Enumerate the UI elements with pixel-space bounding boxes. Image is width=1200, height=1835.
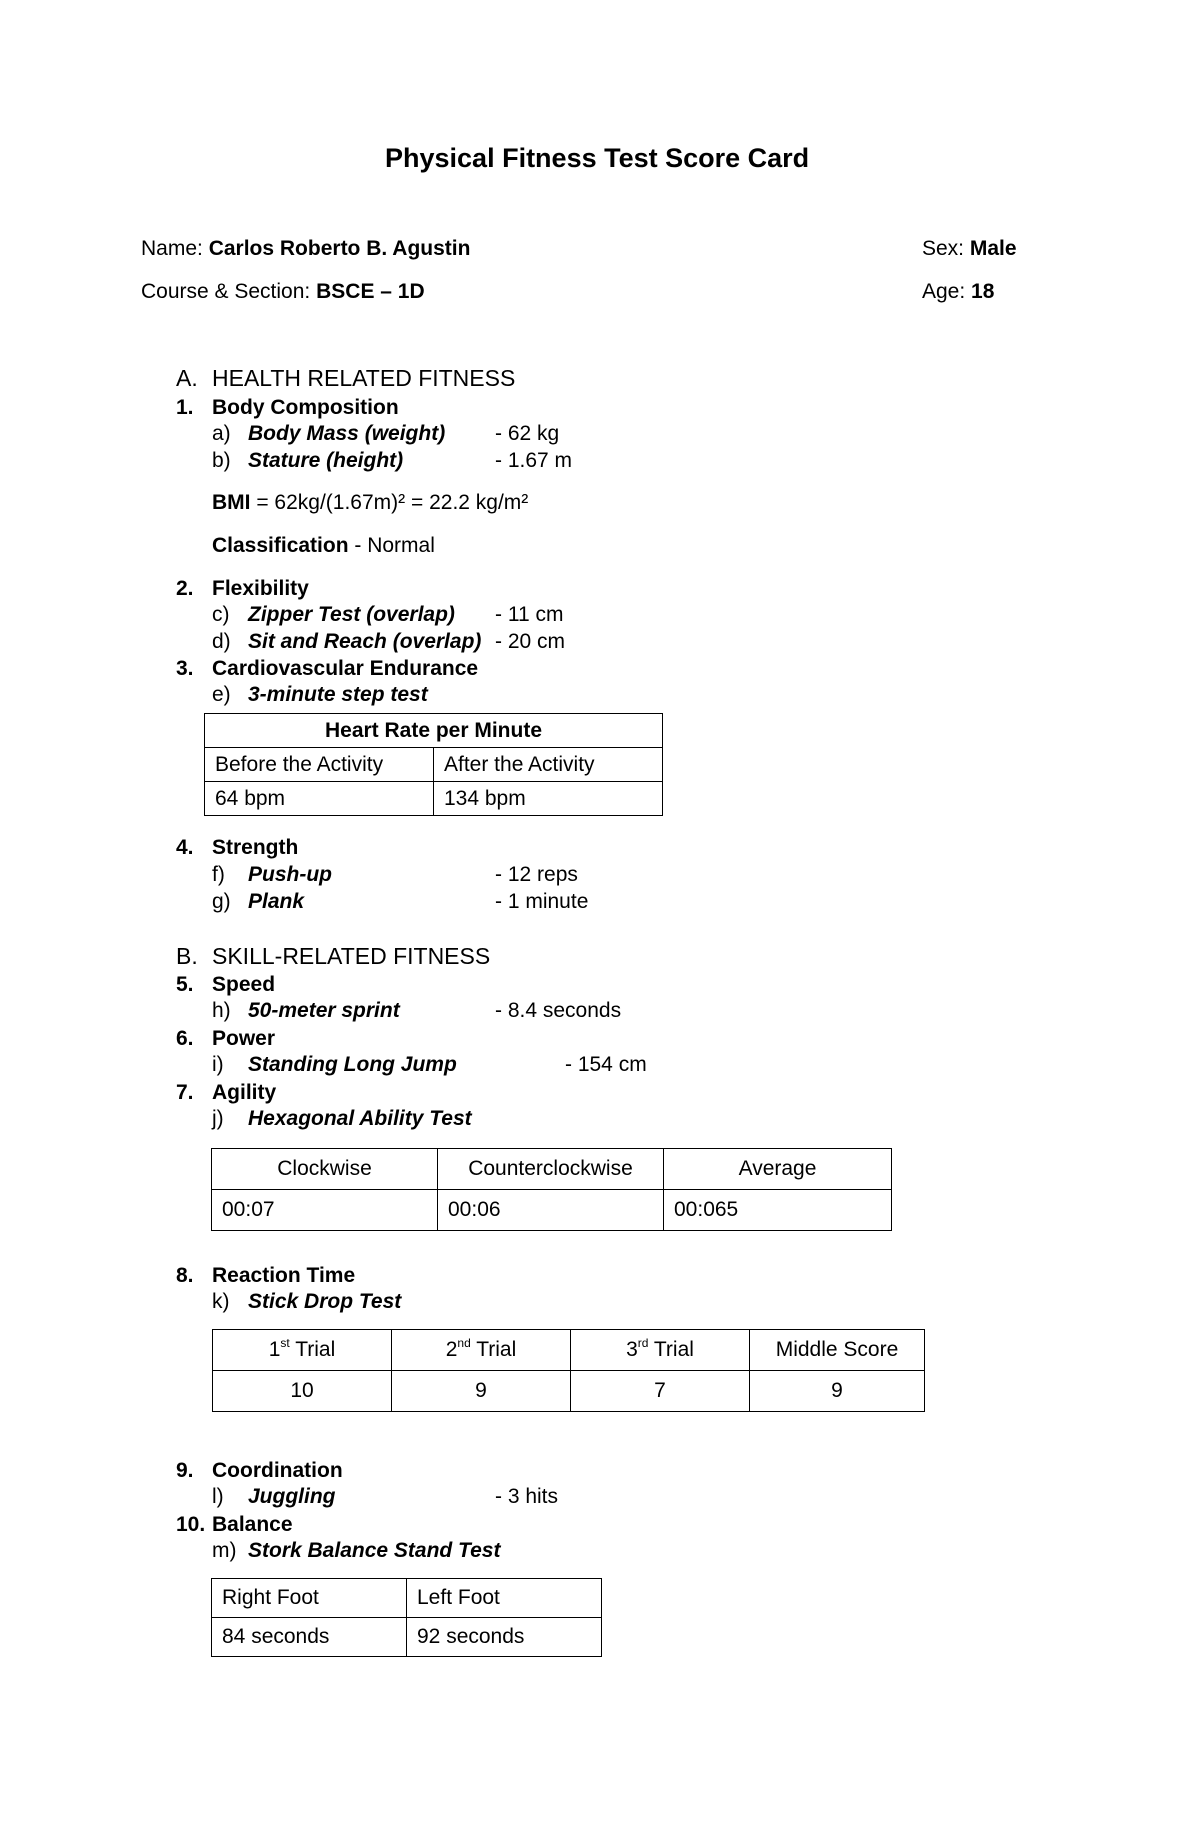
trial-1-value: 10 [213,1371,392,1412]
sub-letter: b) [212,449,231,472]
strength-heading: Strength [212,836,299,859]
student-name: Carlos Roberto B. Agustin [208,237,471,260]
coordination-heading: Coordination [212,1459,343,1482]
student-sex-row [922,238,1017,259]
sub-letter: d) [212,630,231,653]
stork-balance-label: Stork Balance Stand Test [248,1539,501,1562]
long-jump-value: - 154 cm [565,1053,647,1076]
sit-and-reach-label: Sit and Reach (overlap) [248,630,482,653]
trial-3-header: 3rd Trial [571,1330,750,1371]
name-label: Name: [141,237,203,260]
juggling-label: Juggling [248,1485,336,1508]
sub-letter: c) [212,603,230,626]
agility-table [211,1148,892,1231]
item-number: 10. [176,1513,206,1536]
bmi-line [212,492,528,513]
classification-line [212,535,435,556]
sex-label: Sex: [922,237,965,260]
before-activity-header: Before the Activity [205,748,434,782]
student-course: BSCE – 1D [316,280,425,303]
cardio-heading: Cardiovascular Endurance [212,657,479,680]
balance-heading: Balance [212,1513,293,1536]
heart-rate-table-title: Heart Rate per Minute [205,714,663,748]
body-mass-label: Body Mass (weight) [248,422,446,445]
counterclockwise-header: Counterclockwise [438,1149,664,1190]
stature-label: Stature (height) [248,449,404,472]
trial-3-value: 7 [571,1371,750,1412]
plank-label: Plank [248,890,305,913]
flexibility-heading: Flexibility [212,577,309,600]
section-a-title: HEALTH RELATED FITNESS [212,365,516,391]
sub-letter: m) [212,1539,237,1562]
item-number: 5. [176,973,194,996]
student-course-row [141,281,425,302]
student-name-row [141,238,470,259]
average-value: 00:065 [664,1190,892,1231]
counterclockwise-value: 00:06 [438,1190,664,1231]
speed-heading: Speed [212,973,276,996]
sub-letter: l) [212,1485,224,1508]
section-b-letter: B. [176,943,198,969]
sub-letter: h) [212,999,231,1022]
item-number: 3. [176,657,194,680]
sub-letter: a) [212,422,231,445]
long-jump-label: Standing Long Jump [248,1053,457,1076]
sprint-value: - 8.4 seconds [495,999,622,1022]
bmi-label: BMI [212,491,251,514]
before-activity-value: 64 bpm [205,782,434,816]
section-b-title: SKILL-RELATED FITNESS [212,943,491,969]
reaction-table [212,1329,925,1412]
item-number: 6. [176,1027,194,1050]
power-heading: Power [212,1027,276,1050]
juggling-value: - 3 hits [495,1485,559,1508]
item-number: 1. [176,396,194,419]
plank-value: - 1 minute [495,890,589,913]
push-up-value: - 12 reps [495,863,578,886]
stick-drop-label: Stick Drop Test [248,1290,402,1313]
item-number: 7. [176,1081,194,1104]
body-composition-heading: Body Composition [212,396,399,419]
reaction-heading: Reaction Time [212,1264,356,1287]
item-number: 2. [176,577,194,600]
trial-1-header: 1st Trial [213,1330,392,1371]
sub-letter: k) [212,1290,230,1313]
push-up-label: Push-up [248,863,332,886]
bmi-value: = 62kg/(1.67m)² = 22.2 kg/m² [250,491,529,514]
sub-letter: i) [212,1053,224,1076]
age-label: Age: [922,280,966,303]
sub-letter: g) [212,890,231,913]
right-foot-value: 84 seconds [212,1618,407,1657]
balance-table [211,1578,602,1657]
sub-letter: e) [212,683,231,706]
after-activity-value: 134 bpm [434,782,663,816]
trial-2-header: 2nd Trial [392,1330,571,1371]
student-sex: Male [969,237,1017,260]
middle-score-value: 9 [750,1371,925,1412]
zipper-test-label: Zipper Test (overlap) [248,603,455,626]
classification-value: - Normal [348,534,435,557]
item-number: 4. [176,836,194,859]
hexagonal-test-label: Hexagonal Ability Test [248,1107,472,1130]
sprint-label: 50-meter sprint [248,999,400,1022]
clockwise-header: Clockwise [212,1149,438,1190]
sub-letter: j) [212,1107,224,1130]
item-number: 8. [176,1264,194,1287]
course-label: Course & Section: [141,280,311,303]
sub-letter: f) [212,863,225,886]
section-a-letter: A. [176,365,198,391]
page-title: Physical Fitness Test Score Card [385,143,810,173]
right-foot-header: Right Foot [212,1579,407,1618]
average-header: Average [664,1149,892,1190]
heart-rate-table [204,713,663,816]
after-activity-header: After the Activity [434,748,663,782]
student-age: 18 [971,280,995,303]
stature-value: - 1.67 m [495,449,573,472]
agility-heading: Agility [212,1081,277,1104]
middle-score-header: Middle Score [750,1330,925,1371]
student-age-row [922,281,994,302]
body-mass-value: - 62 kg [495,422,560,445]
left-foot-header: Left Foot [407,1579,602,1618]
left-foot-value: 92 seconds [407,1618,602,1657]
clockwise-value: 00:07 [212,1190,438,1231]
zipper-test-value: - 11 cm [495,603,564,626]
classification-label: Classification [212,534,349,557]
item-number: 9. [176,1459,194,1482]
step-test-label: 3-minute step test [248,683,428,706]
sit-and-reach-value: - 20 cm [495,630,566,653]
trial-2-value: 9 [392,1371,571,1412]
